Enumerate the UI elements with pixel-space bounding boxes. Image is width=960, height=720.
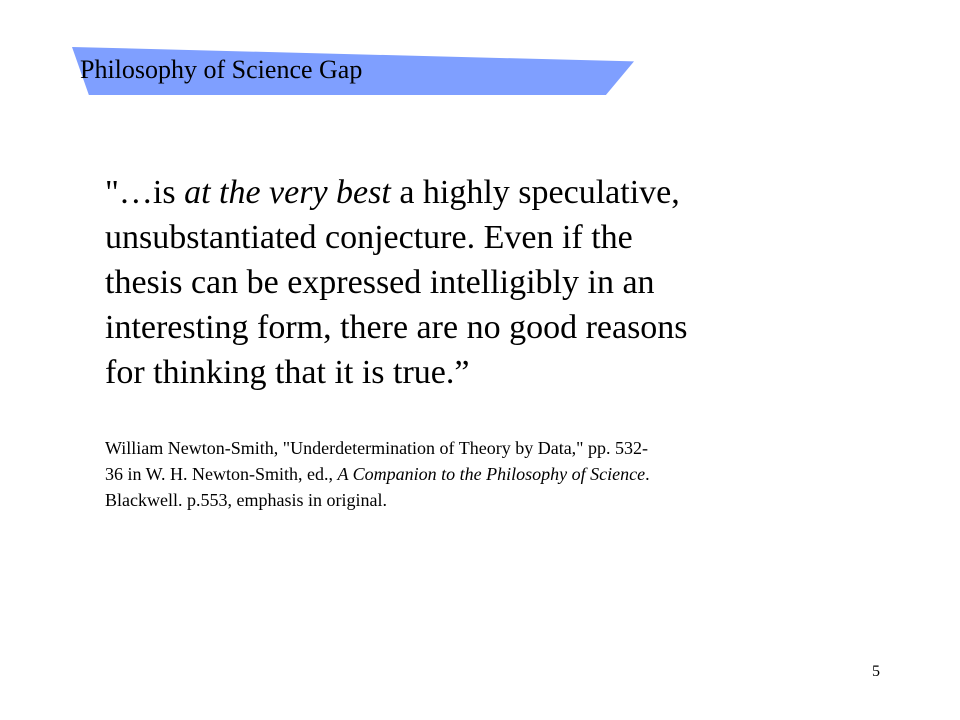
quote-block [105, 170, 765, 395]
quote-line-end: a highly speculative, [390, 174, 680, 211]
book-title: A Companion to the Philosophy of Science [337, 464, 646, 484]
citation-line: Blackwell. p.553, emphasis in original. [105, 490, 387, 510]
citation-line-start: 36 in W. H. Newton-Smith, ed., [105, 464, 338, 484]
citation-line: William Newton-Smith, "Underdetermination of Theory by Data," pp. 532- [105, 438, 649, 458]
slide-number: 5 [872, 663, 880, 680]
slide-title: Philosophy of Science Gap [80, 55, 363, 84]
quote-line: interesting form, there are no good reasons [105, 309, 688, 346]
quote-line: unsubstantiated conjecture. Even if the [105, 219, 633, 256]
quote-line [105, 170, 765, 215]
quote-line-start: "…is [105, 174, 185, 211]
citation-line [105, 461, 785, 487]
quote-line: for thinking that it is true.” [105, 354, 470, 391]
citation-block [105, 435, 785, 513]
citation-line-end: . [645, 464, 650, 484]
quote-emphasis: at the very best [184, 174, 391, 211]
quote-line: thesis can be expressed intelligibly in an [105, 264, 655, 301]
